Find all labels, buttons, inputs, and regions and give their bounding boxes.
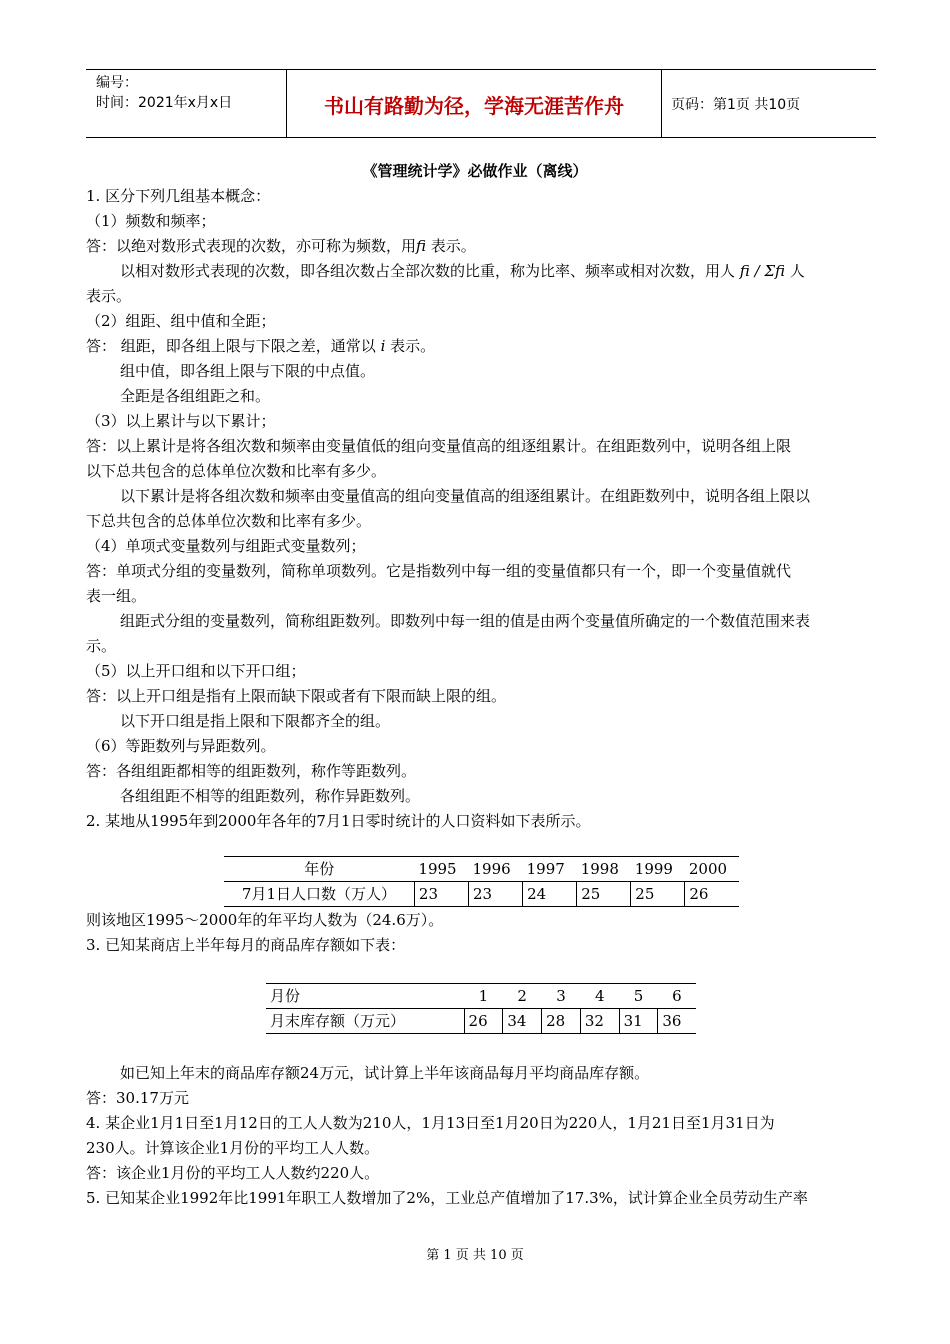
- table-row: [224, 882, 739, 907]
- answer-text-end: 表示。: [426, 237, 476, 255]
- answer-line: 答：30.17万元: [86, 1089, 189, 1107]
- question-4: 4. 某企业1月1日至1月12日的工人人数为210人，1月13日至1月20日为220人，1月21日至1月31日为: [86, 1114, 775, 1132]
- answer-line: 表示。: [86, 287, 132, 305]
- question-1: 1. 区分下列几组基本概念：: [86, 187, 271, 205]
- inventory-table: [266, 983, 696, 1034]
- table-cell: 2: [503, 984, 542, 1009]
- table-cell: 1996: [469, 857, 523, 882]
- sub-question: （6）等距数列与异距数列。: [86, 737, 276, 755]
- answer-line: 全距是各组组距之和。: [120, 387, 271, 405]
- header-motto: 书山有路勤为径，学海无涯苦作舟: [324, 94, 624, 118]
- table-header-row: [224, 857, 739, 882]
- table-cell: 1999: [631, 857, 685, 882]
- table-cell: 28: [542, 1009, 581, 1034]
- table-cell: 25: [577, 882, 631, 907]
- answer-text: 以相对数形式表现的次数，即各组次数占全部次数的比重，称为比率、频率或相对次数，用人: [120, 262, 736, 280]
- answer-line: 下总共包含的总体单位次数和比率有多少。: [86, 512, 372, 530]
- population-table: [224, 856, 739, 907]
- table-cell: 5: [619, 984, 658, 1009]
- answer-line: [86, 335, 435, 357]
- table-cell: 23: [469, 882, 523, 907]
- table-cell: 1997: [523, 857, 577, 882]
- answer-line: 答：该企业1月份的平均工人人数约220人。: [86, 1164, 380, 1182]
- table-cell: 月末库存额（万元）: [266, 1009, 464, 1034]
- question-2: 2. 某地从1995年到2000年各年的7月1日零时统计的人口资料如下表所示。: [86, 812, 591, 830]
- answer-line: 表一组。: [86, 587, 147, 605]
- answer-line: 230人。计算该企业1月份的平均工人人数。: [86, 1139, 380, 1157]
- table-cell: 年份: [224, 857, 414, 882]
- answer-line: 答：以上开口组是指有上限而缺下限或者有下限而缺上限的组。: [86, 687, 507, 705]
- table-cell: 23: [414, 882, 468, 907]
- document-title: 《管理统计学》必做作业（离线）: [362, 162, 588, 180]
- answer-line: 组距式分组的变量数列，简称组距数列。即数列中每一组的值是由两个变量值所确定的一个数值范围来表: [120, 612, 811, 630]
- header-page-info: 页码：第1页 共10页: [671, 97, 801, 113]
- answer-line: [120, 260, 805, 282]
- answer-line: 答：以上累计是将各组次数和频率由变量值低的组向变量值高的组逐组累计。在组距数列中，说明各组上限: [86, 437, 792, 455]
- table-cell: 4: [580, 984, 619, 1009]
- table-cell: 26: [689, 885, 709, 903]
- answer-text-end: 表示。: [385, 337, 436, 355]
- table-cell: 1998: [577, 857, 631, 882]
- answer-line: 如已知上年末的商品库存额24万元，试计算上半年该商品每月平均商品库存额。: [120, 1064, 650, 1082]
- fi-symbol: fi: [416, 237, 427, 255]
- answer-line: 示。: [86, 637, 117, 655]
- table-cell: 25: [631, 882, 685, 907]
- question-3: 3. 已知某商店上半年每月的商品库存额如下表：: [86, 936, 406, 954]
- table-cell: 3: [542, 984, 581, 1009]
- header-left-cell: [86, 70, 286, 137]
- table-header-row: [266, 984, 696, 1009]
- answer-text-end: 人: [785, 262, 805, 280]
- sub-question: （5）以上开口组和以下开口组；: [86, 662, 306, 680]
- serial-label: 编号：: [96, 75, 138, 91]
- sub-question: （3）以上累计与以下累计；: [86, 412, 276, 430]
- table-cell: 34: [503, 1009, 542, 1034]
- answer-text: 答： 组距，即各组上限与下限之差，通常以: [86, 337, 376, 355]
- table-cell: 26: [464, 1009, 503, 1034]
- table-row: [266, 1009, 696, 1034]
- table-cell: 7月1日人口数（万人）: [224, 882, 414, 907]
- fi-ratio-symbol: fi / Σfi: [739, 262, 786, 280]
- table-cell: 1995: [414, 857, 468, 882]
- answer-line: 以下累计是将各组次数和频率由变量值高的组向变量值高的组逐组累计。在组距数列中，说明各组上限以: [120, 487, 811, 505]
- page-footer: 第 1 页 共 10 页: [426, 1248, 524, 1263]
- answer-line: 则该地区1995～2000年的年平均人数为（24.6万）。: [86, 911, 444, 929]
- answer-line: 组中值，即各组上限与下限的中点值。: [120, 362, 376, 380]
- answer-line: 答：各组组距都相等的组距数列，称作等距数列。: [86, 762, 417, 780]
- header-page-cell: [661, 70, 876, 137]
- i-symbol: i: [380, 337, 386, 355]
- time-label: 时间：2021年x月x日: [96, 95, 233, 111]
- answer-line: 答：单项式分组的变量数列，简称单项数列。它是指数列中每一组的变量值都只有一个，即一个变量值就代: [86, 562, 792, 580]
- table-cell: 32: [580, 1009, 619, 1034]
- table-cell: 1: [464, 984, 503, 1009]
- table-cell: 31: [619, 1009, 658, 1034]
- answer-line: 各组组距不相等的组距数列，称作异距数列。: [120, 787, 421, 805]
- header-motto-cell: [286, 70, 662, 137]
- answer-line: [86, 235, 476, 257]
- table-cell: 2000: [685, 857, 739, 882]
- answer-line: 以下开口组是指上限和下限都齐全的组。: [120, 712, 391, 730]
- sub-question: （1）频数和频率；: [86, 212, 216, 230]
- answer-text: 答：以绝对数形式表现的次数，亦可称为频数，用: [86, 237, 417, 255]
- table-cell: 36: [662, 1012, 682, 1030]
- sub-question: （2）组距、组中值和全距；: [86, 312, 276, 330]
- sub-question: （4）单项式变量数列与组距式变量数列；: [86, 537, 366, 555]
- answer-line: 以下总共包含的总体单位次数和比率有多少。: [86, 462, 387, 480]
- table-cell: 24: [523, 882, 577, 907]
- table-cell: 6: [658, 984, 696, 1009]
- table-cell: 月份: [266, 984, 464, 1009]
- page-header: [86, 69, 876, 138]
- question-5: 5. 已知某企业1992年比1991年职工人数增加了2%，工业总产值增加了17.3%，试计算企业全员劳动生产率: [86, 1189, 808, 1207]
